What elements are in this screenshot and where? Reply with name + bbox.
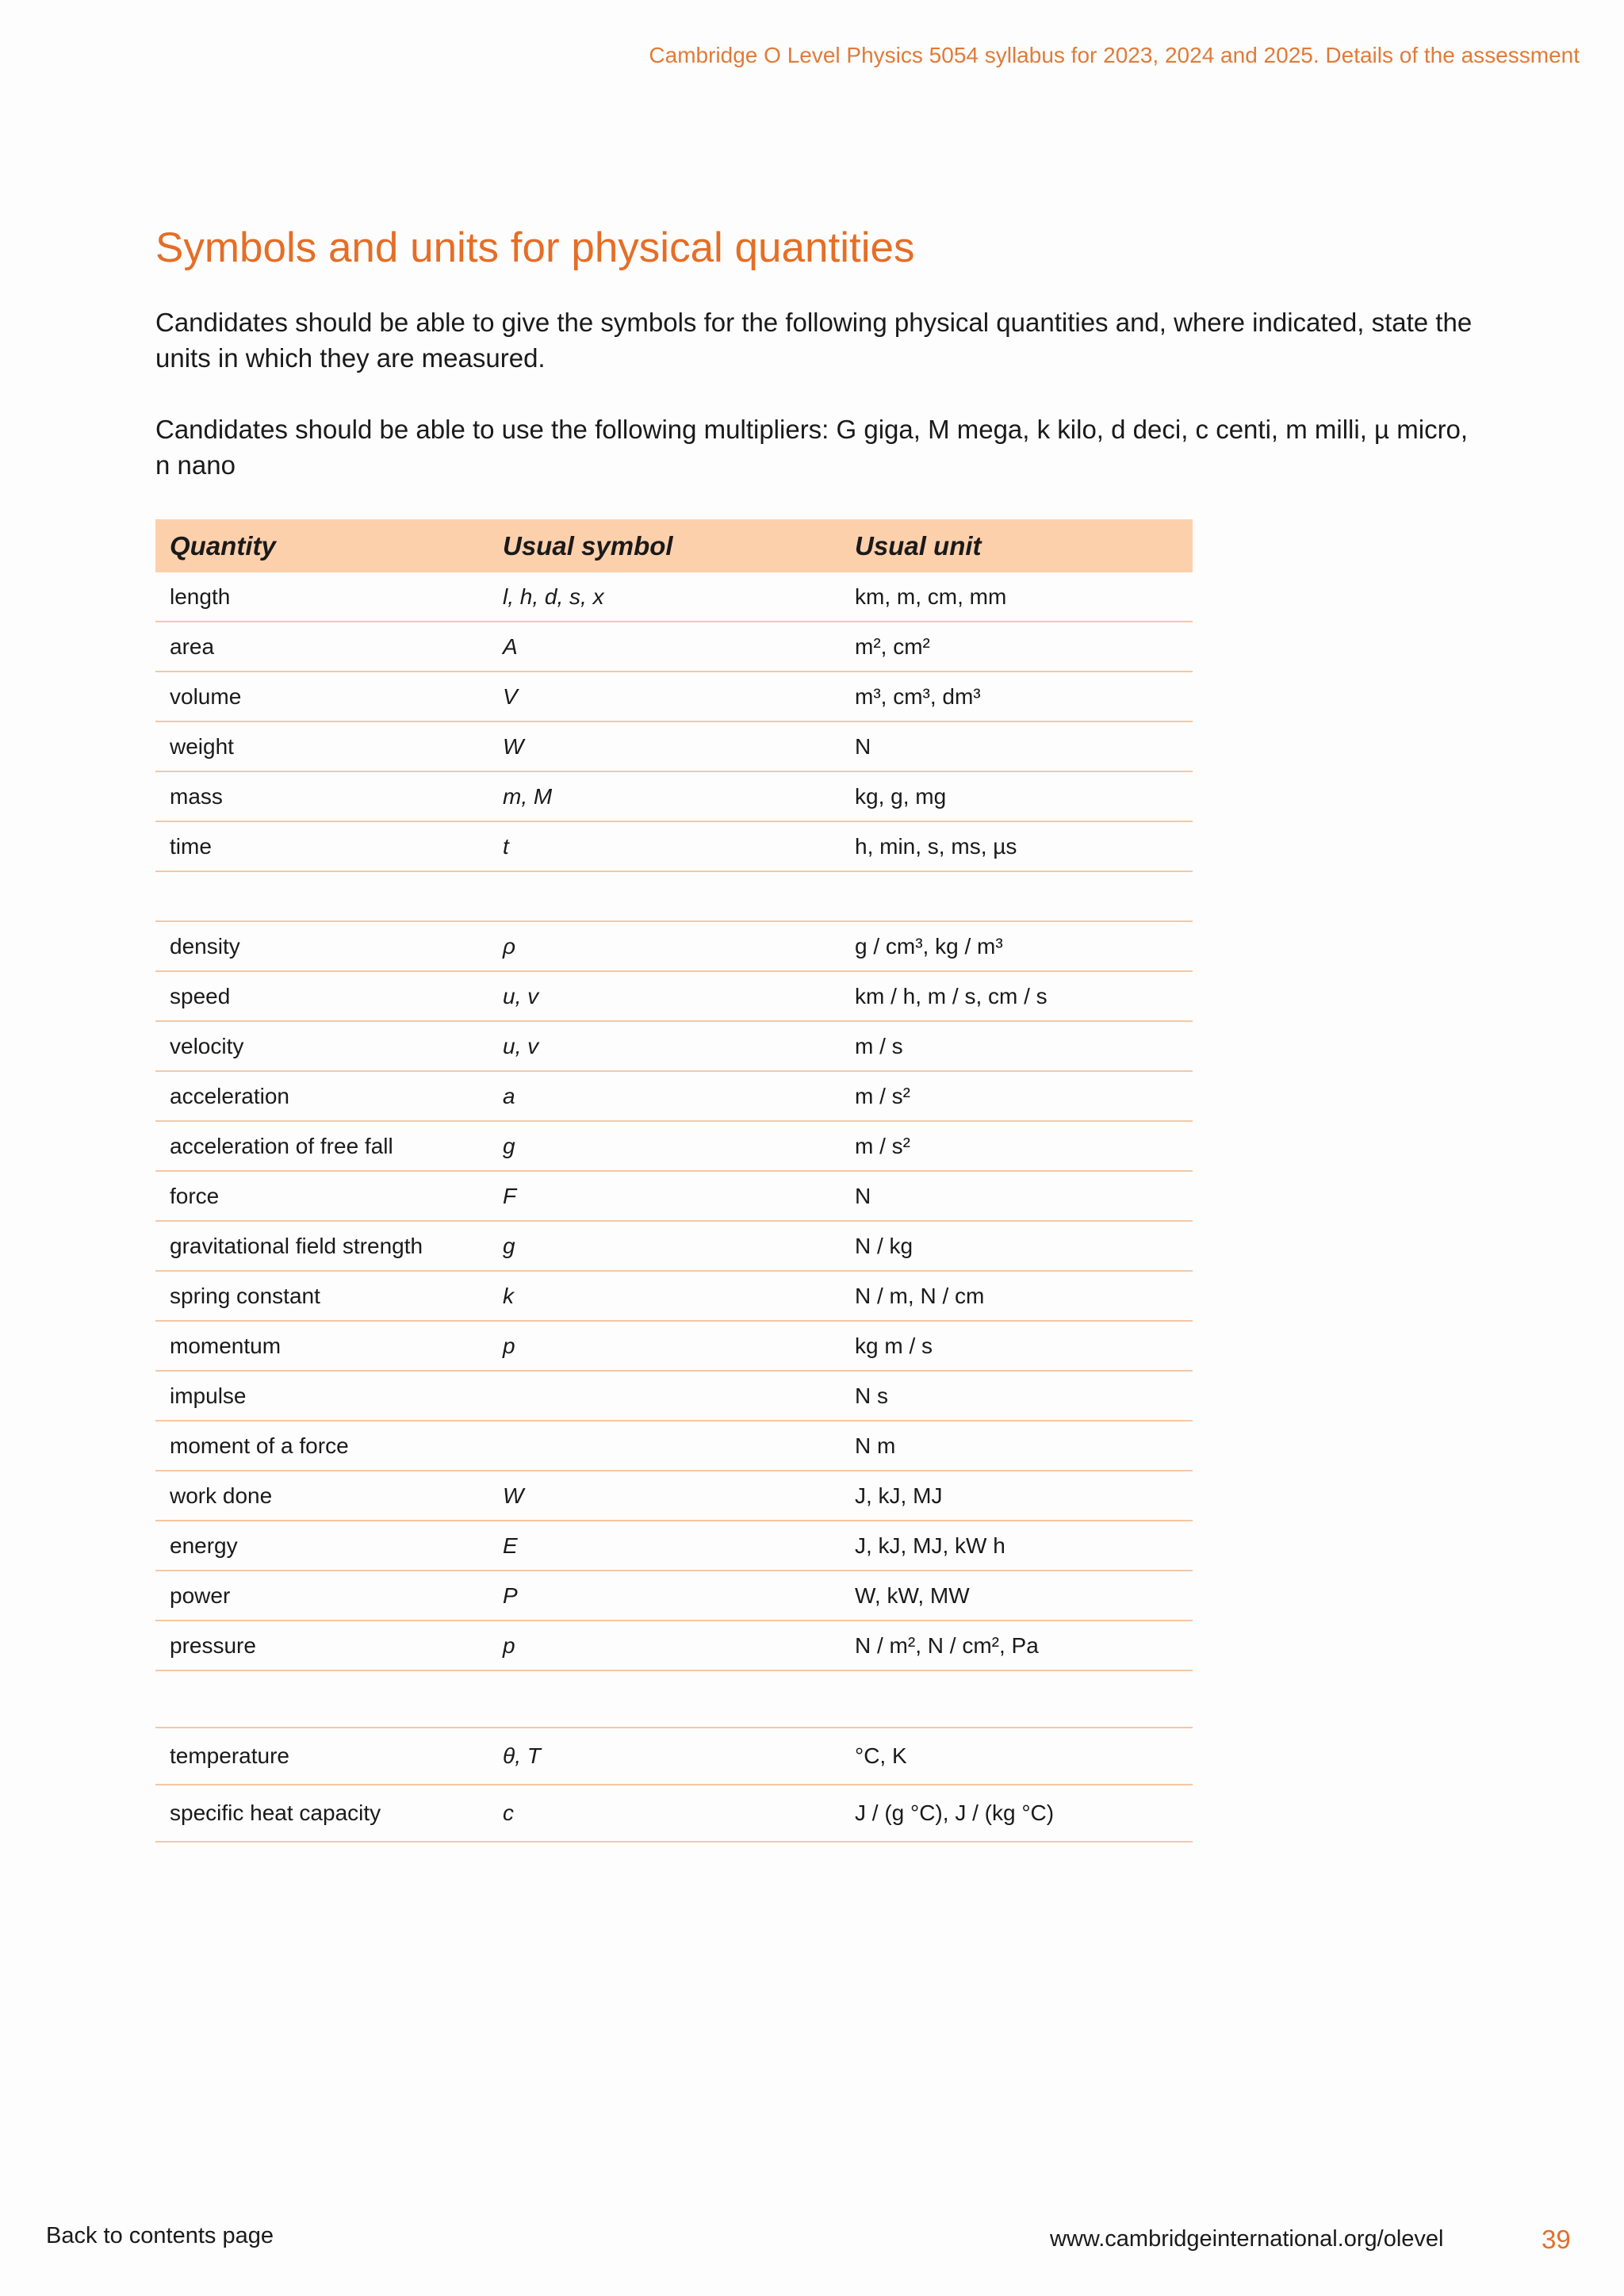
unit-cell: kg m / s: [841, 1321, 1193, 1371]
unit-cell: [841, 871, 1193, 921]
unit-cell: N / m², N / cm², Pa: [841, 1621, 1193, 1670]
symbol-cell: u, v: [488, 1021, 841, 1071]
symbol-column-header: Usual symbol: [488, 519, 841, 572]
unit-cell: N m: [841, 1421, 1193, 1471]
quantity-cell: moment of a force: [155, 1421, 488, 1471]
symbol-cell: a: [488, 1071, 841, 1121]
multipliers-paragraph: Candidates should be able to use the following multipliers: G giga, M mega, k kilo, d deci, c centi, m milli, µ micro, n nano: [155, 415, 1469, 480]
unit-cell: km, m, cm, mm: [841, 572, 1193, 622]
quantity-cell: pressure: [155, 1621, 488, 1670]
table-row: [155, 1728, 1193, 1785]
table-row: [155, 721, 1193, 771]
quantity-cell: weight: [155, 721, 488, 771]
quantities-table: [155, 519, 1193, 1843]
back-to-contents-link[interactable]: Back to contents page: [46, 2223, 274, 2248]
quantity-cell: momentum: [155, 1321, 488, 1371]
unit-cell: W, kW, MW: [841, 1571, 1193, 1621]
page-title: Symbols and units for physical quantities: [155, 224, 915, 271]
unit-cell: N / kg: [841, 1221, 1193, 1271]
unit-cell: N / m, N / cm: [841, 1271, 1193, 1321]
symbol-cell: P: [488, 1571, 841, 1621]
quantity-cell: area: [155, 622, 488, 672]
unit-cell: J, kJ, MJ: [841, 1471, 1193, 1521]
table-row: [155, 1471, 1193, 1521]
table-row: [155, 1021, 1193, 1071]
symbol-cell: [488, 871, 841, 921]
unit-cell: h, min, s, ms, µs: [841, 821, 1193, 871]
table-row: [155, 1321, 1193, 1371]
symbol-cell: W: [488, 1471, 841, 1521]
table-row: [155, 1121, 1193, 1171]
table-row: [155, 672, 1193, 721]
quantity-cell: energy: [155, 1521, 488, 1571]
symbol-cell: [488, 1371, 841, 1421]
unit-cell: m / s: [841, 1021, 1193, 1071]
symbol-cell: W: [488, 721, 841, 771]
quantity-cell: temperature: [155, 1728, 488, 1785]
website-url[interactable]: www.cambridgeinternational.org/olevel: [1050, 2226, 1444, 2252]
unit-cell: J / (g °C), J / (kg °C): [841, 1785, 1193, 1842]
symbol-cell: ρ: [488, 921, 841, 971]
quantity-cell: acceleration of free fall: [155, 1121, 488, 1171]
unit-cell: m³, cm³, dm³: [841, 672, 1193, 721]
quantity-cell: mass: [155, 771, 488, 821]
table-row: [155, 1785, 1193, 1842]
unit-cell: m², cm²: [841, 622, 1193, 672]
symbol-cell: g: [488, 1121, 841, 1171]
quantity-cell: acceleration: [155, 1071, 488, 1121]
quantity-cell: velocity: [155, 1021, 488, 1071]
symbol-cell: V: [488, 672, 841, 721]
unit-column-header: Usual unit: [841, 519, 1193, 572]
intro-paragraph: Candidates should be able to give the symbols for the following physical quantities and, where indicated, state the units in which they are measured.: [155, 308, 1473, 373]
unit-cell: J, kJ, MJ, kW h: [841, 1521, 1193, 1571]
quantity-cell: length: [155, 572, 488, 622]
symbol-cell: A: [488, 622, 841, 672]
table-row: [155, 971, 1193, 1021]
table-row: [155, 1221, 1193, 1271]
symbol-cell: θ, T: [488, 1728, 841, 1785]
table-row: [155, 622, 1193, 672]
table-row-spacer: [155, 1670, 1193, 1728]
symbol-cell: [488, 1670, 841, 1728]
table-row: [155, 771, 1193, 821]
symbol-cell: l, h, d, s, x: [488, 572, 841, 622]
unit-cell: km / h, m / s, cm / s: [841, 971, 1193, 1021]
quantity-cell: [155, 1670, 488, 1728]
unit-cell: m / s²: [841, 1121, 1193, 1171]
quantity-cell: spring constant: [155, 1271, 488, 1321]
quantity-cell: volume: [155, 672, 488, 721]
symbol-cell: k: [488, 1271, 841, 1321]
quantity-cell: force: [155, 1171, 488, 1221]
quantity-cell: impulse: [155, 1371, 488, 1421]
table-row: [155, 1171, 1193, 1221]
symbol-cell: E: [488, 1521, 841, 1571]
table-row-spacer: [155, 871, 1193, 921]
table-row: [155, 1371, 1193, 1421]
quantity-cell: speed: [155, 971, 488, 1021]
table-row: [155, 1521, 1193, 1571]
symbol-cell: m, M: [488, 771, 841, 821]
table-row: [155, 1421, 1193, 1471]
table-row: [155, 572, 1193, 622]
unit-cell: N s: [841, 1371, 1193, 1421]
symbol-cell: p: [488, 1621, 841, 1670]
quantity-cell: power: [155, 1571, 488, 1621]
quantity-cell: gravitational field strength: [155, 1221, 488, 1271]
page-number: 39: [1542, 2225, 1571, 2254]
table-row: [155, 1621, 1193, 1670]
table-row: [155, 1071, 1193, 1121]
symbol-cell: c: [488, 1785, 841, 1842]
quantity-cell: [155, 871, 488, 921]
table-row: [155, 921, 1193, 971]
table-row: [155, 1571, 1193, 1621]
unit-cell: N: [841, 1171, 1193, 1221]
quantity-cell: work done: [155, 1471, 488, 1521]
symbol-cell: g: [488, 1221, 841, 1271]
symbol-cell: u, v: [488, 971, 841, 1021]
quantity-cell: density: [155, 921, 488, 971]
quantity-cell: time: [155, 821, 488, 871]
symbol-cell: t: [488, 821, 841, 871]
symbol-cell: F: [488, 1171, 841, 1221]
table-row: [155, 1271, 1193, 1321]
unit-cell: N: [841, 721, 1193, 771]
unit-cell: m / s²: [841, 1071, 1193, 1121]
unit-cell: [841, 1670, 1193, 1728]
quantity-cell: specific heat capacity: [155, 1785, 488, 1842]
unit-cell: g / cm³, kg / m³: [841, 921, 1193, 971]
quantity-column-header: Quantity: [155, 519, 488, 572]
running-header: Cambridge O Level Physics 5054 syllabus for 2023, 2024 and 2025. Details of the assessment: [649, 43, 1580, 67]
unit-cell: °C, K: [841, 1728, 1193, 1785]
table-header-row: [155, 519, 1193, 572]
symbol-cell: [488, 1421, 841, 1471]
symbol-cell: p: [488, 1321, 841, 1371]
unit-cell: kg, g, mg: [841, 771, 1193, 821]
table-row: [155, 821, 1193, 871]
